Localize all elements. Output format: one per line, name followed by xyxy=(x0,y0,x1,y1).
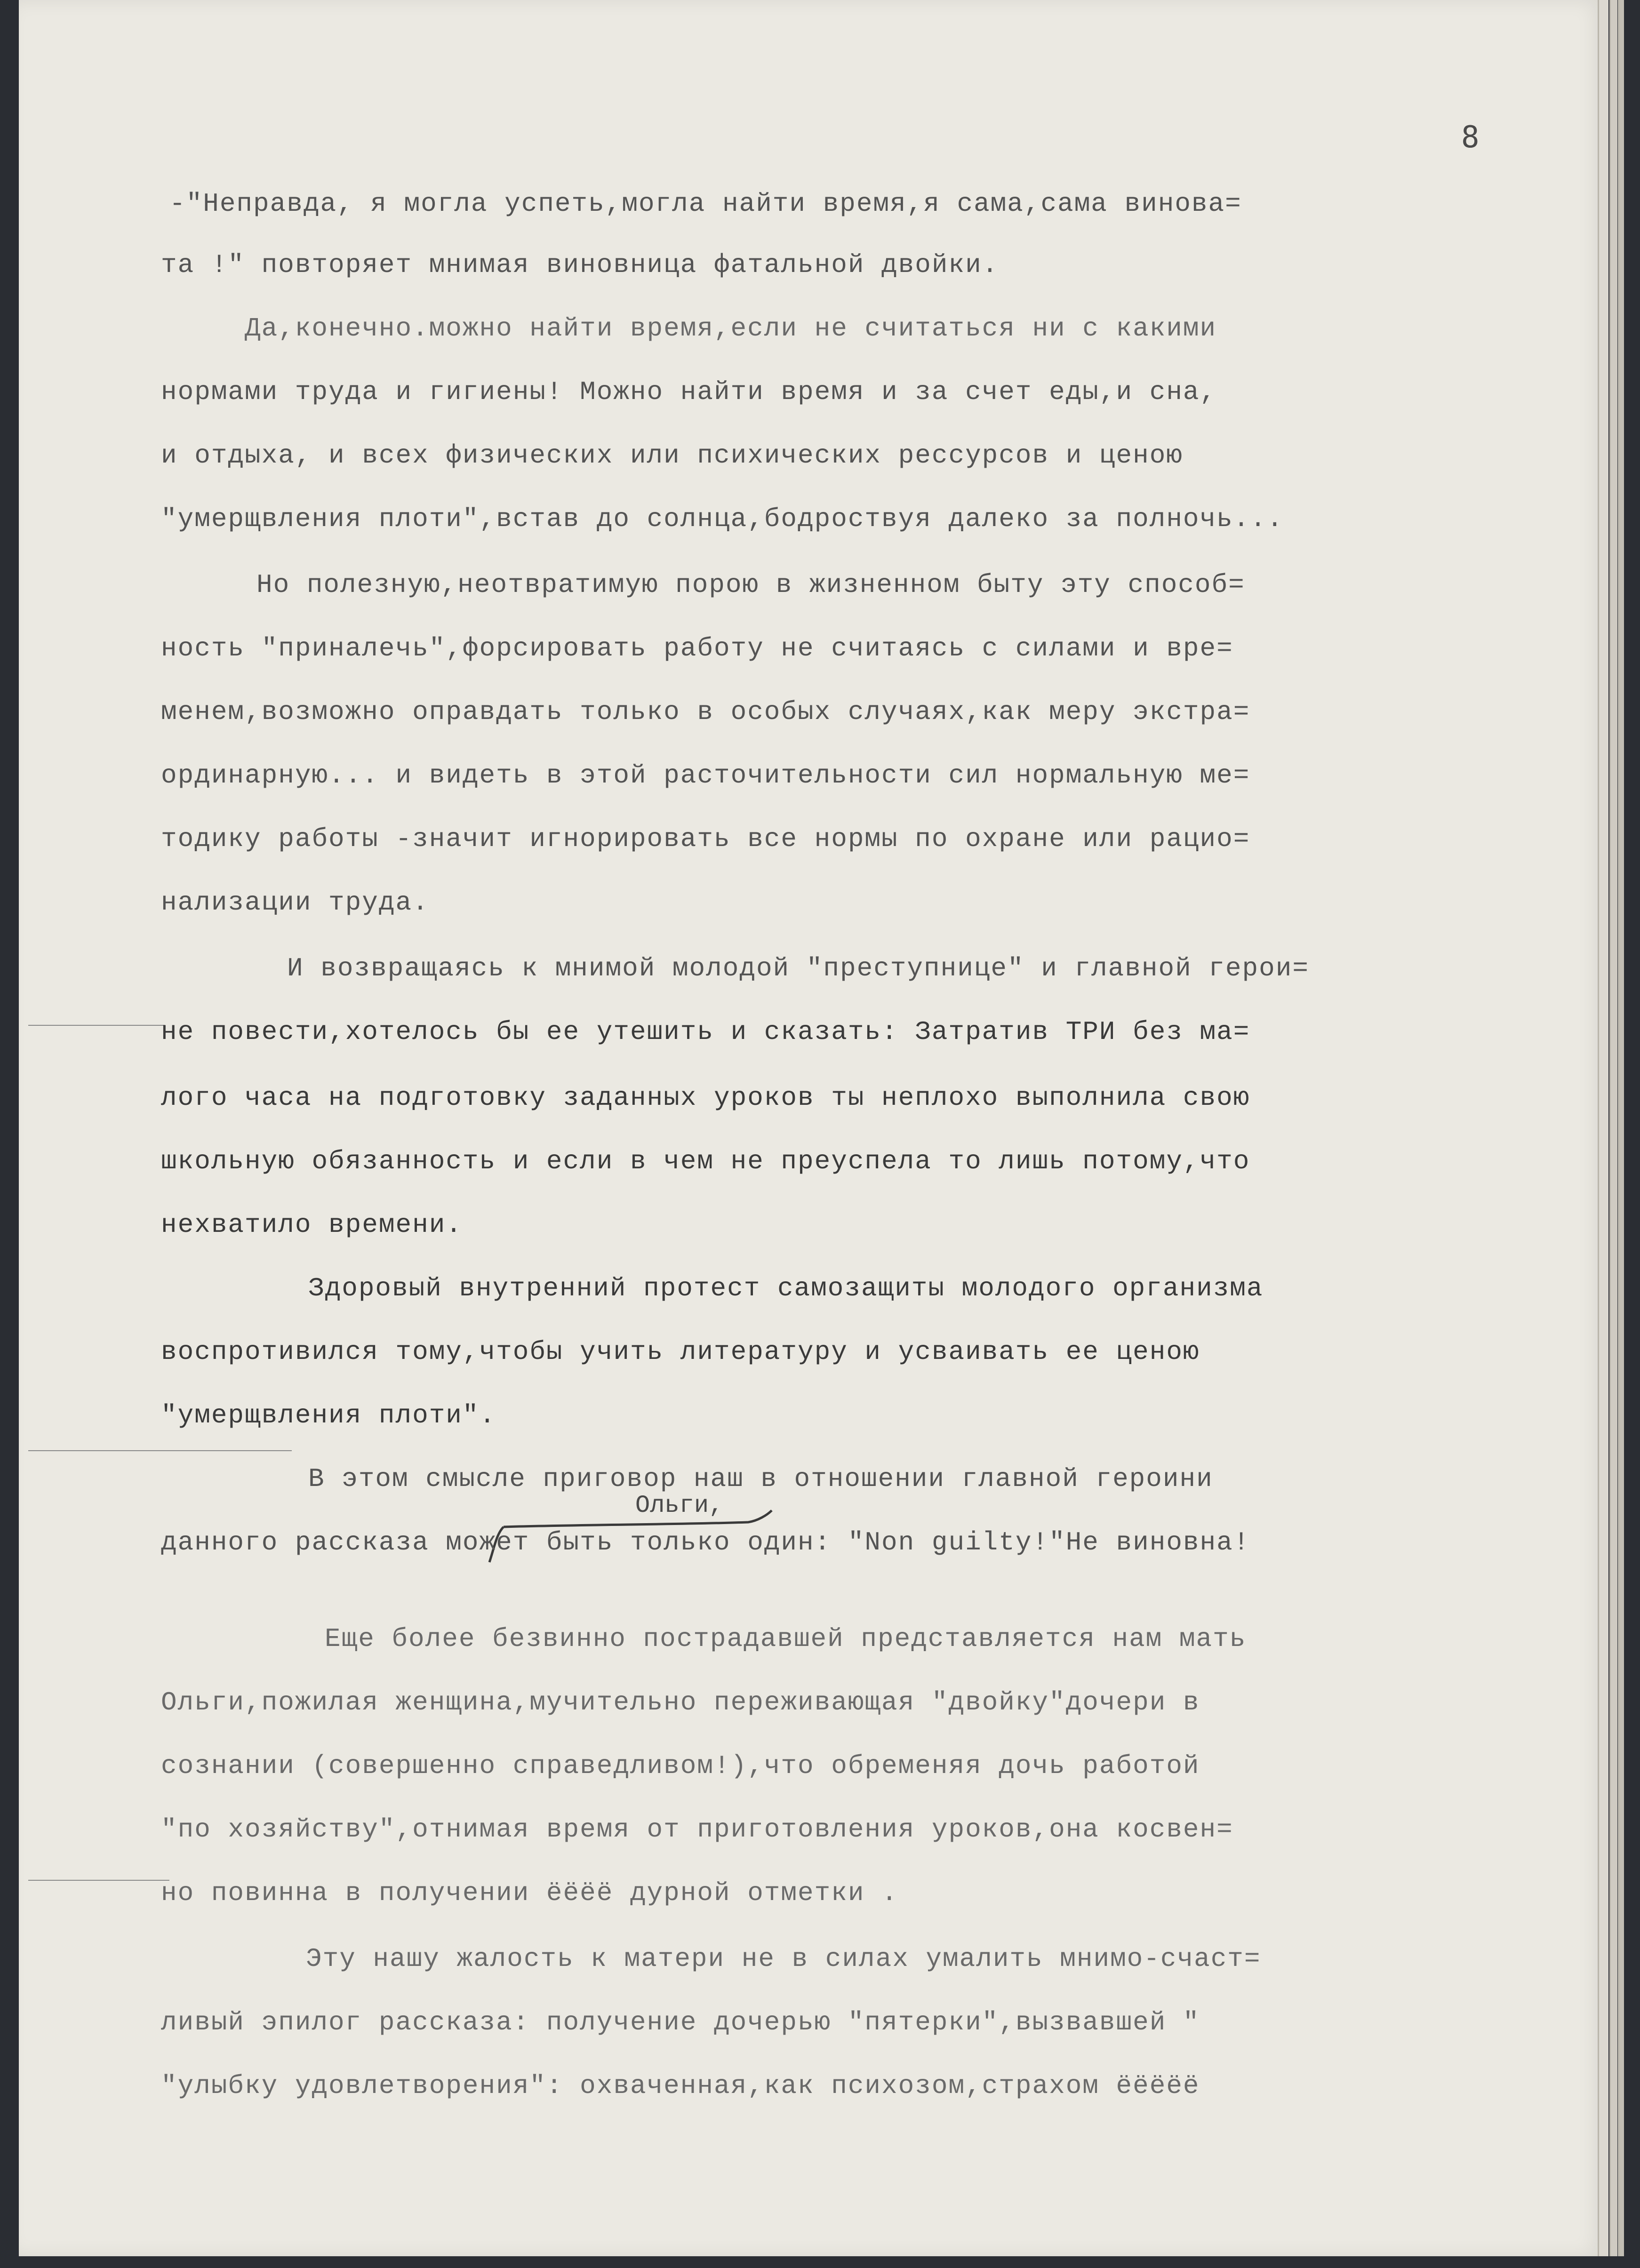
text-line: сознании (совершенно справедливом!),что обременяя дочь работой xyxy=(161,1751,1200,1781)
insertion-mark-icon xyxy=(485,1477,786,1572)
page-stack-edge xyxy=(1598,0,1608,2256)
text-line: не повести,хотелось бы ее утешить и сказать: Затратив ТРИ без ма= xyxy=(161,1017,1250,1047)
text-line: Здоровый внутренний протест самозащиты молодого организма xyxy=(308,1273,1264,1303)
margin-rule xyxy=(28,1880,169,1881)
text-line: "по хозяйству",отнимая время от приготовления уроков,она косвен= xyxy=(161,1814,1233,1845)
text-line: Еще более безвинно пострадавшей представляется нам мать xyxy=(325,1624,1247,1654)
text-line: школьную обязанность и если в чем не преуспела то лишь потому,что xyxy=(161,1146,1250,1176)
text-line: И возвращаясь к мнимой молодой "преступнице" и главной герои= xyxy=(287,953,1309,983)
text-line: данного рассказа может быть только один: "Non guilty!"Не виновна! xyxy=(161,1527,1250,1557)
text-line: но повинна в получении ёёёё дурной отметки . xyxy=(161,1878,898,1908)
text-line: ливый эпилог рассказа: получение дочерью "пятерки",вызвавшей " xyxy=(161,2007,1200,2037)
text-line: "улыбку удовлетворения": охваченная,как психозом,страхом ёёёёё xyxy=(161,2071,1200,2101)
text-line: В этом смысле приговор наш в отношении главной героини xyxy=(308,1464,1213,1494)
page-stack-edge xyxy=(1618,0,1624,2256)
text-line: Но полезную,неотвратимую порою в жизненном быту эту способ= xyxy=(256,570,1245,600)
page-number: 8 xyxy=(1461,120,1480,155)
page-stack-edge xyxy=(1609,0,1617,2256)
handwritten-insertion: Ольги, xyxy=(635,1492,724,1519)
text-line: ординарную... и видеть в этой расточительности сил нормальную ме= xyxy=(161,760,1250,791)
text-line: лого часа на подготовку заданных уроков ты неплохо выполнила свою xyxy=(161,1083,1250,1113)
text-line: "умерщвления плоти",встав до солнца,бодроствуя далеко за полночь... xyxy=(161,504,1284,534)
text-line: та !" повторяет мнимая виновница фатальной двойки. xyxy=(161,250,999,280)
text-line: воспротивился тому,чтобы учить литературу и усваивать ее ценою xyxy=(161,1337,1200,1367)
text-line: тодику работы -значит игнорировать все нормы по охране или рацио= xyxy=(161,824,1250,854)
text-line: -"Неправда, я могла успеть,могла найти время,я сама,сама винова= xyxy=(169,189,1242,219)
margin-rule xyxy=(28,1025,165,1026)
text-line: нализации труда. xyxy=(161,887,429,918)
text-line: Да,конечно.можно найти время,если не считаться ни с какими xyxy=(245,313,1217,343)
text-line: Эту нашу жалость к матери не в силах умалить мнимо-счаст= xyxy=(306,1944,1261,1974)
text-line: Ольги,пожилая женщина,мучительно переживающая "двойку"дочери в xyxy=(161,1687,1200,1717)
text-line: нормами труда и гигиены! Можно найти время и за счет еды,и сна, xyxy=(161,377,1217,407)
margin-rule xyxy=(28,1450,292,1451)
text-line: ность "приналечь",форсировать работу не считаясь с силами и вре= xyxy=(161,633,1233,663)
text-line: менем,возможно оправдать только в особых случаях,как меру экстра= xyxy=(161,697,1250,727)
text-line: нехватило времени. xyxy=(161,1210,463,1240)
text-line: "умерщвления плоти". xyxy=(161,1400,496,1430)
text-line: и отдыха, и всех физических или психических рессурсов и ценою xyxy=(161,440,1183,471)
